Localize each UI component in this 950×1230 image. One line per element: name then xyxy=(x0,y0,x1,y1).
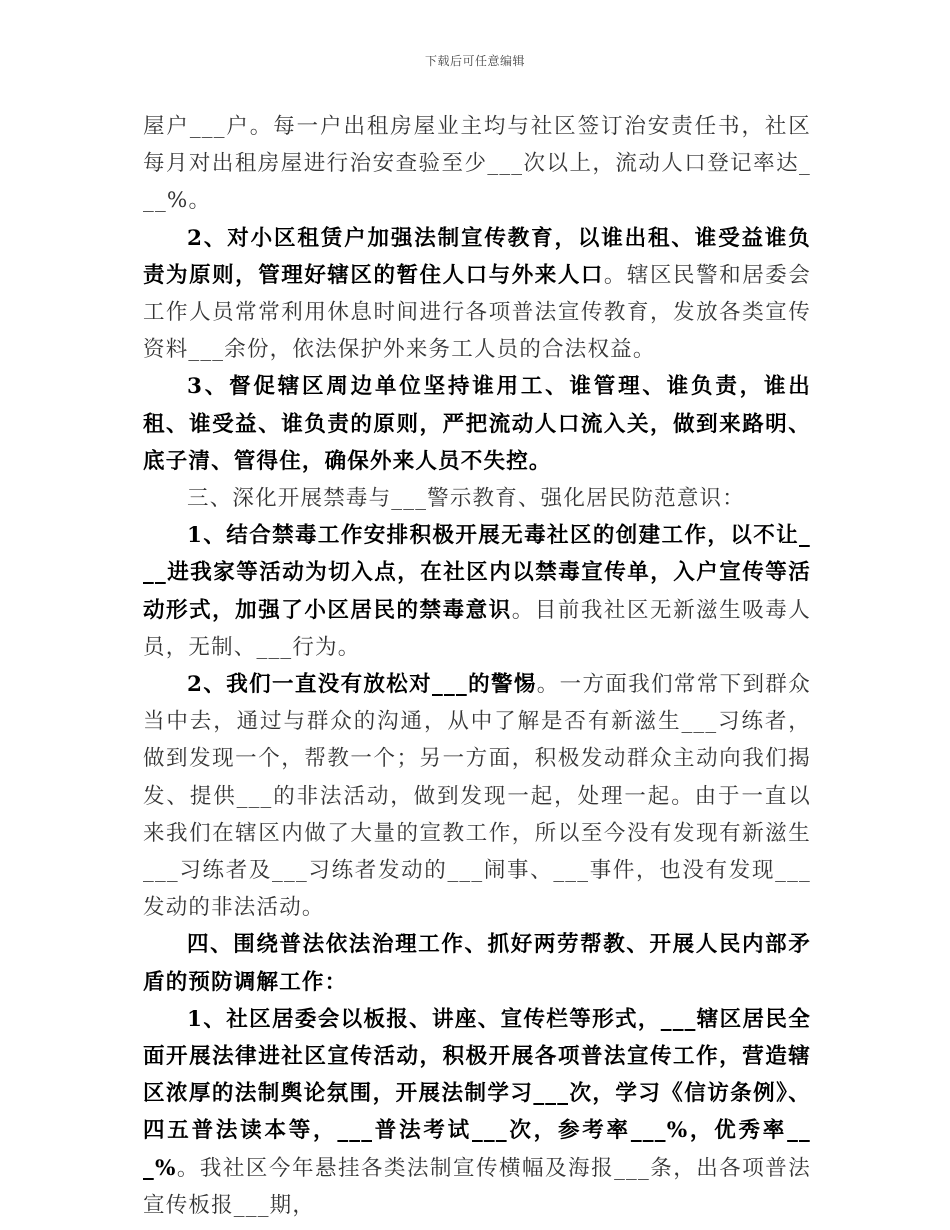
paragraph-text: 屋户___户。每一户出租房屋业主均与社区签订治安责任书，社区每月对出租房屋进行治安查验至少___次以上，流动人口登记率达___%。 xyxy=(143,114,811,214)
paragraph-tenant-education xyxy=(143,220,811,369)
paragraph-vigilance xyxy=(143,666,811,926)
paragraph-text: 。辖区民警和居委会工作人员常常利用休息时间进行各项普法宣传教育，发放各类宣传资料___余份，依法保护外来务工人员的合法权益。 xyxy=(143,262,811,363)
paragraph-heading-bold: 1、社区居委会以板报、讲座、宣传栏等形式，___辖区居民全面开展法律进社区宣传活动，积极开展各项普法宣传工作，营造辖区浓厚的法制舆论氛围，开展法制学习___次，学习《信访条例》、四五普法读本等，___普法考试___次，参考率___%，优秀率___% xyxy=(143,1006,811,1181)
paragraph-heading-bold: 2、我们一直没有放松对___的警惕 xyxy=(187,672,537,698)
section-heading-four xyxy=(143,926,811,1000)
paragraph-text: 。目前我社区无新滋生吸毒人员，无制、___行为。 xyxy=(143,597,812,660)
paragraph-drug-free-community xyxy=(143,517,811,666)
paragraph-legal-promotion xyxy=(143,1001,811,1224)
paragraph-text: 。一方面我们常常下到群众当中去，通过与群众的沟通，从中了解是否有新滋生___习练者，做到发现一个，帮教一个；另一方面，积极发动群众主动向我们揭发、提供___的非法活动，做到发现一起，处理一起。由于一直以来我们在辖区内做了大量的宣教工作，所以至今没有发现有新滋生___习练者及___习练者发动的___闹事、___事件，也没有发现___发动的非法活动。 xyxy=(143,672,811,921)
paragraph-heading-bold: 1、结合禁毒工作安排积极开展无毒社区的创建工作，以不让___进我家等活动为切入点，在社区内以禁毒宣传单，入户宣传等活动形式，加强了小区居民的禁毒意识 xyxy=(143,523,811,623)
paragraph-surrounding-units xyxy=(143,368,811,480)
section-heading-text: 四、围绕普法依法治理工作、抓好两劳帮教、开展人民内部矛盾的预防调解工作： xyxy=(143,932,811,995)
page-header: 下载后可任意编辑 xyxy=(424,54,525,68)
paragraph-heading-bold: 3、督促辖区周边单位坚持谁用工、谁管理、谁负责，谁出租、谁受益、谁负责的原则，严把流动人口流入关，做到来路明、底子清、管得住，确保外来人员不失控。 xyxy=(143,374,811,474)
paragraph-heading-bold: 2、对小区租赁户加强法制宣传教育，以谁出租、谁受益谁负责为原则，管理好辖区的暂住人口与外来人口 xyxy=(143,225,811,288)
paragraph-rental-registration xyxy=(143,108,811,220)
section-heading-three xyxy=(143,480,811,517)
paragraph-text: 。我社区今年悬挂各类法制宣传横幅及海报___条，出各项普法宣传板报___期， xyxy=(143,1155,811,1218)
document-body xyxy=(143,108,811,1224)
section-heading-text: 三、深化开展禁毒与___警示教育、强化居民防范意识： xyxy=(187,486,745,512)
